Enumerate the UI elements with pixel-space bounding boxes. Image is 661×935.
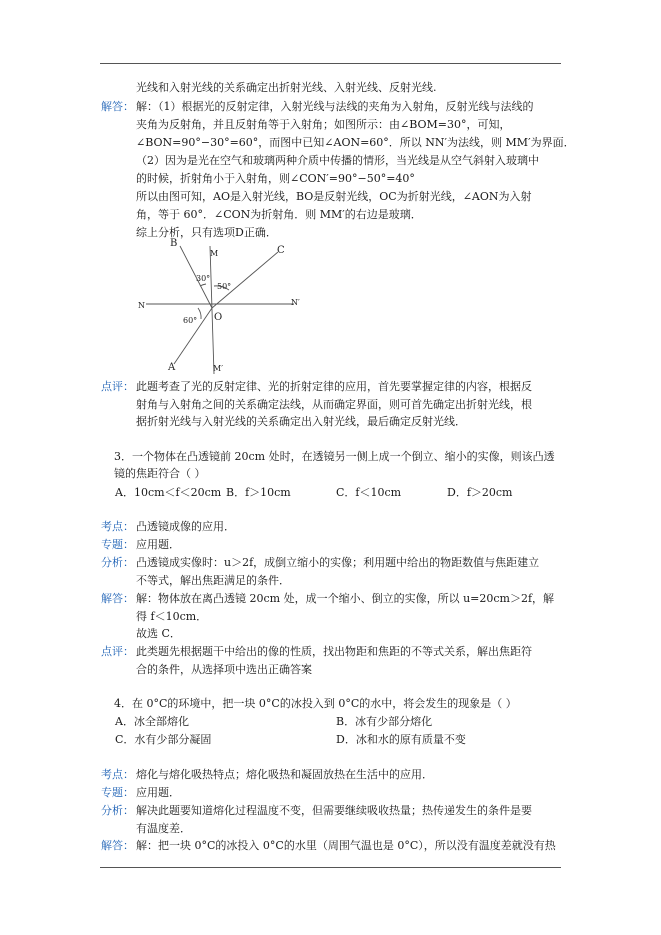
q4-kd-label: 考点： [101, 768, 134, 781]
q4-zt-label: 专题： [101, 786, 134, 799]
q3-dp-line: 合的条件，从选择项中选出正确答案 [136, 663, 312, 676]
label-C: C [277, 245, 285, 256]
q3-stem: 3．一个物体在凸透镜前 20cm 处时，在透镜另一侧上成一个倒立、缩小的实像，则该凸透 [114, 450, 555, 463]
comment-line: 此题考查了光的反射定律、光的折射定律的应用，首先要掌握定律的内容，根据反 [136, 380, 532, 393]
label-O: O [214, 312, 223, 323]
q3-zt: 应用题． [136, 538, 180, 551]
q3-zt-label: 专题： [101, 538, 134, 551]
q4-zt: 应用题． [136, 786, 180, 799]
footer-rule [100, 867, 561, 868]
label-M: M [210, 249, 219, 258]
q3-fx-line: 凸透镜成实像时：u＞2f，成倒立缩小的实像；利用题中给出的物距数值与焦距建立 [136, 556, 540, 569]
label-angle-50: 50° [217, 282, 232, 291]
analysis-tail: 光线和入射光线的关系确定出折射光线、入射光线、反射光线. [136, 81, 437, 94]
q3-kd-label: 考点： [101, 520, 134, 533]
q3-fx-label: 分析： [101, 556, 134, 569]
label-N-prime: N′ [291, 298, 300, 307]
answer-line: 的时候，折射角小于入射角，则∠CON′=90°−50°=40° [136, 172, 415, 185]
comment-label: 点评： [101, 380, 134, 393]
q4-kd: 熔化与熔化吸热特点；熔化吸热和凝固放热在生活中的应用． [136, 768, 433, 781]
angle-arc-60 [198, 308, 201, 319]
header-rule [100, 63, 561, 64]
q3-option-b: B．f＞10cm [226, 486, 291, 499]
label-angle-60: 60° [183, 316, 198, 325]
angle-arc-30 [200, 284, 206, 286]
q3-jd-line: 得 f＜10cm． [136, 610, 208, 623]
q3-fx-line: 不等式，解出焦距满足的条件． [136, 574, 290, 587]
q3-jd-line: 解：物体放在离凸透镜 20cm 处，成一个缩小、倒立的实像，所以 u=20cm＞2f，解 [136, 592, 555, 605]
q4-jd-line: 解：把一块 0°C的冰投入 0°C的水里（周围气温也是 0°C），所以没有温度差就没有热 [136, 839, 556, 852]
q3-dp-label: 点评： [101, 645, 134, 658]
q3-kd: 凸透镜成像的应用． [136, 520, 235, 533]
answer-line: 解：（1）根据光的反射定律，入射光线与法线的夹角为入射角，反射光线与法线的 [136, 100, 534, 113]
answer-line: 角，等于 60°．∠CON为折射角．则 MM′的右边是玻璃． [136, 208, 422, 221]
label-M-prime: M′ [213, 364, 224, 373]
q4-option-c: C．水有少部分凝固 [115, 733, 212, 746]
q4-fx-label: 分析： [101, 804, 134, 817]
comment-line: 据折射光线与入射光线的关系确定出入射光线，最后确定反射光线． [136, 415, 466, 428]
q3-option-d: D．f＞20cm [447, 486, 513, 499]
label-B: B [170, 238, 178, 249]
label-A: A [168, 362, 176, 373]
q3-stem: 镜的焦距符合（ ） [114, 467, 206, 480]
optics-figure [134, 236, 314, 380]
refracted-ray-oc [212, 252, 278, 308]
answer-line: ∠BON=90°−30°=60°，而图中已知∠AON=60°．所以 NN′为法线，则 MM′为界面． [136, 136, 575, 149]
answer-line: （2）因为是光在空气和玻璃两种介质中传播的情形，当光线是从空气斜射入玻璃中 [136, 154, 539, 167]
answer-line: 夹角为反射角，并且反射角等于入射角；如图所示：由∠BOM=30°，可知， [136, 118, 511, 131]
answer-label: 解答： [101, 100, 134, 113]
q3-dp-line: 此类题先根据题干中给出的像的性质，找出物距和焦距的不等式关系，解出焦距符 [136, 645, 532, 658]
q3-jd-label: 解答： [101, 592, 134, 605]
q4-jd-label: 解答： [101, 839, 134, 852]
q4-fx-line: 有温度差． [136, 822, 191, 835]
q3-jd-line: 故选 C． [136, 627, 181, 640]
q3-option-c: C．f＜10cm [336, 486, 402, 499]
q3-option-a: A．10cm＜f＜20cm [115, 486, 222, 499]
answer-line: 综上分析，只有选项D正确． [136, 226, 277, 239]
q4-option-d: D．冰和水的原有质量不变 [336, 733, 466, 746]
q4-fx-line: 解决此题要知道熔化过程温度不变，但需要继续吸收热量；热传递发生的条件是要 [136, 804, 532, 817]
q4-option-a: A．冰全部熔化 [115, 715, 189, 728]
label-N: N [138, 301, 145, 310]
label-angle-30: 30° [196, 274, 211, 283]
q4-stem: 4．在 0°C的环境中，把一块 0°C的冰投入到 0°C的水中，将会发生的现象是（ ） [114, 697, 517, 710]
comment-line: 射角与入射角之间的关系确定法线，从而确定界面，则可首先确定出折射光线，根 [136, 398, 532, 411]
q4-option-b: B．冰有少部分熔化 [336, 715, 433, 728]
answer-line: 所以由图可知，AO是入射光线，BO是反射光线，OC为折射光线，∠AON为入射 [136, 190, 532, 203]
